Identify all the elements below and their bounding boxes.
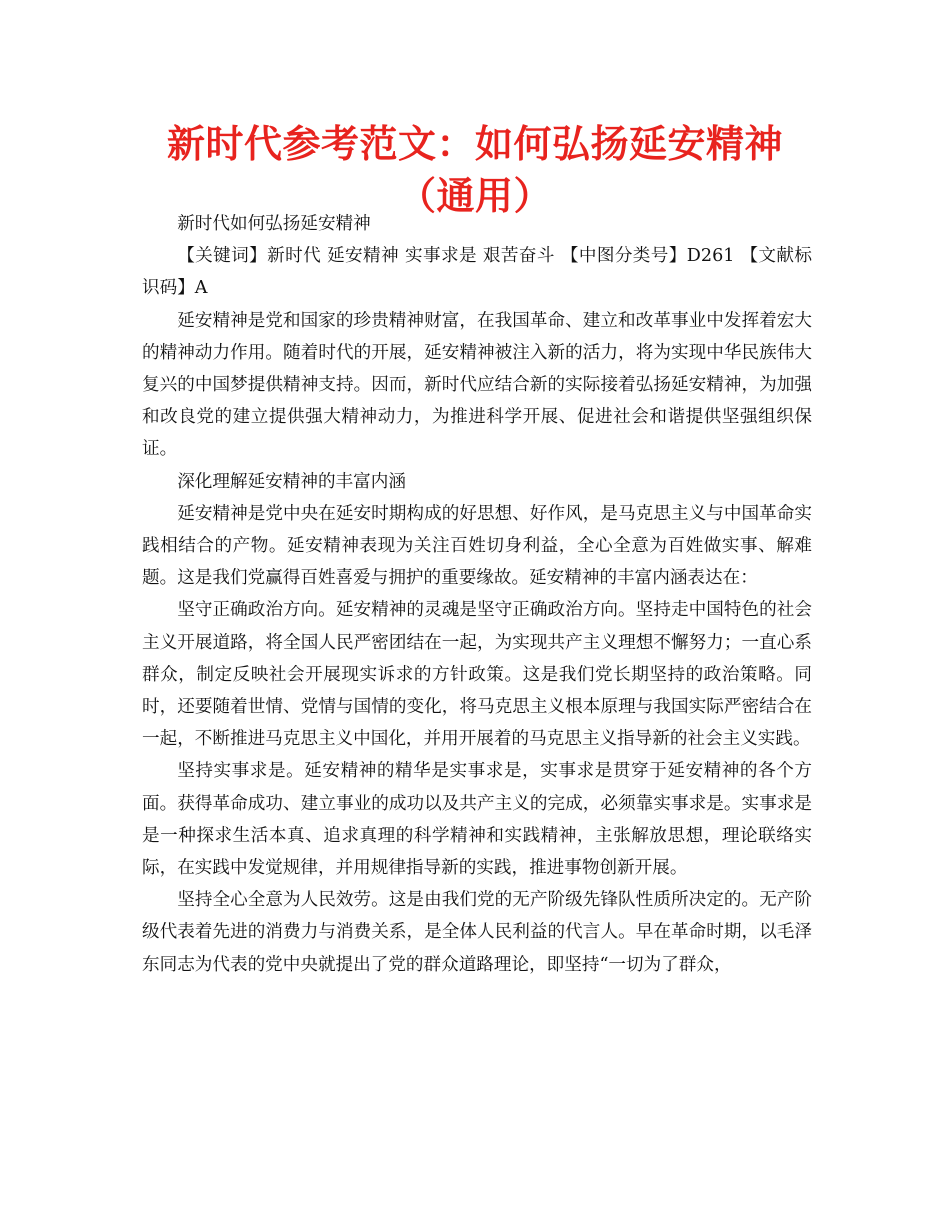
body-paragraph: 坚持实事求是。延安精神的精华是实事求是，实事求是贯穿于延安精神的各个方面。获得革命成功、建立事业的成功以及共产主义的完成，必须靠实事求是。实事求是是一种探求生活本真、追求真理的科学精神和实践精神，主张解放思想，理论联络实际，在实践中发觉规律，并用规律指导新的实践，推进事物创新开展。 [142, 761, 812, 879]
document-title: 新时代参考范文：如何弘扬延安精神（通用） [166, 122, 783, 218]
body-paragraph: 坚持全心全意为人民效劳。这是由我们党的无产阶级先锋队性质所决定的。无产阶级代表着先进的消费力与消费关系，是全体人民利益的代言人。早在革命时期，以毛泽东同志为代表的党中央就提出了党的群众道路理论，即坚持“一切为了群众， [142, 890, 812, 975]
body-paragraph: 延安精神是党中央在延安时期构成的好思想、好作风，是马克思主义与中国革命实践相结合的产物。延安精神表现为关注百姓切身利益，全心全意为百姓做实事、解难题。这是我们党赢得百姓喜爱与拥护的重要缘故。延安精神的丰富内涵表达在： [142, 503, 812, 589]
section-heading: 深化理解延安精神的丰富内涵 [177, 471, 406, 492]
keywords-paragraph: 【关键词】新时代 延安精神 实事求是 艰苦奋斗 【中图分类号】D261 【文献标识码】A [142, 246, 812, 299]
subtitle-paragraph: 新时代如何弘扬延安精神 [177, 214, 371, 234]
document-body [142, 208, 812, 981]
intro-paragraph: 延安精神是党和国家的珍贵精神财富，在我国革命、建立和改革事业中发挥着宏大的精神动力作用。随着时代的开展，延安精神被注入新的活力，将为实现中华民族伟大复兴的中国梦提供精神支持。因而，新时代应结合新的实际接着弘扬延安精神，为加强和改良党的建立提供强大精神动力，为推进科学开展、促进社会和谐提供坚强组织保证。 [142, 310, 812, 460]
body-paragraph: 坚守正确政治方向。延安精神的灵魂是坚守正确政治方向。坚持走中国特色的社会主义开展道路，将全国人民严密团结在一起，为实现共产主义理想不懈努力；一直心系群众，制定反映社会开展现实诉求的方针政策。这是我们党长期坚持的政治策略。同时，还要随着世情、党情与国情的变化，将马克思主义根本原理与我国实际严密结合在一起，不断推进马克思主义中国化，并用开展着的马克思主义指导新的社会主义实践。 [142, 600, 812, 750]
